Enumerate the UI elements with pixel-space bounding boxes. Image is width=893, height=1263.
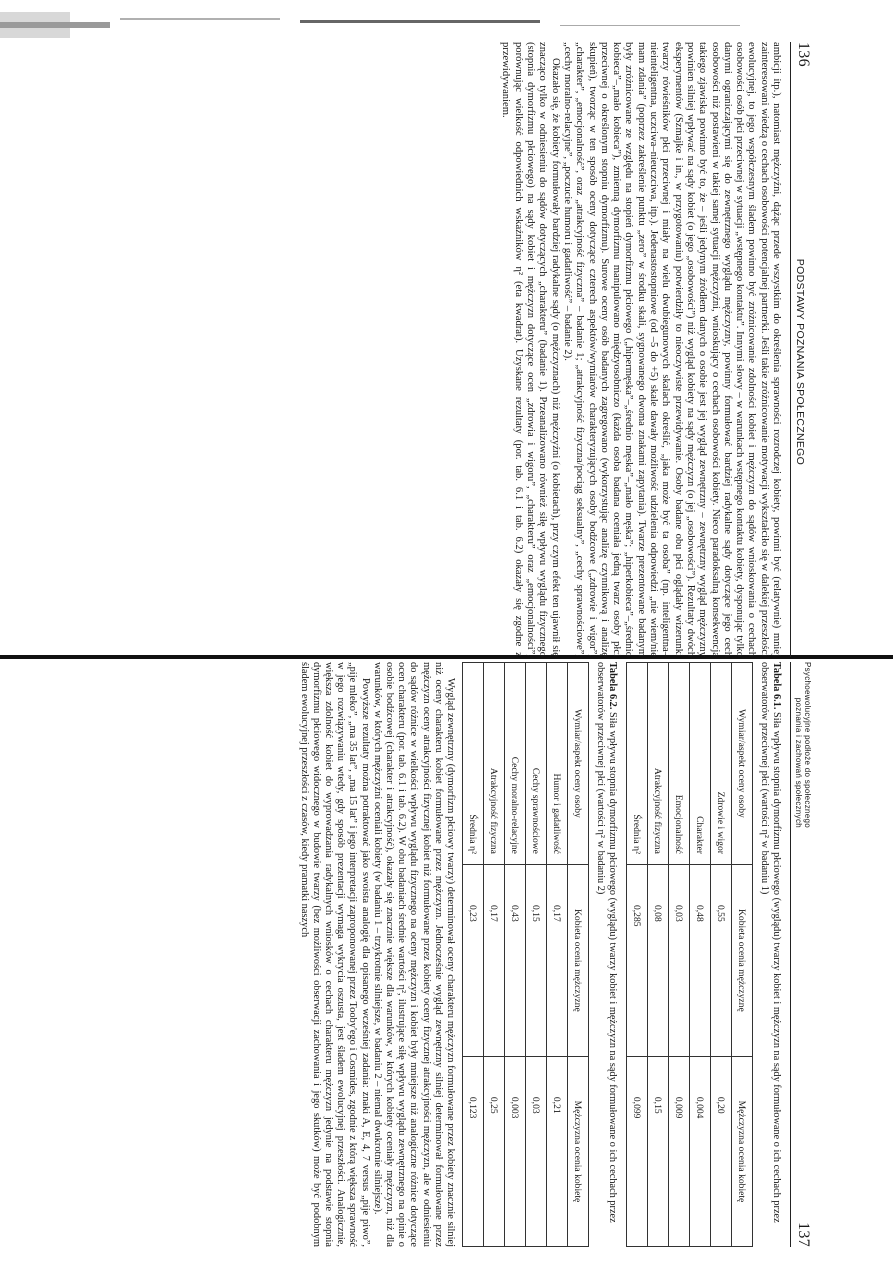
table-cell: Charakter — [690, 663, 711, 865]
table-cell: Humor i gadatliwość — [547, 663, 568, 865]
body-text — [499, 42, 782, 657]
page-number: 136 — [795, 42, 812, 67]
table-row — [669, 663, 690, 1247]
column-header: Mężczyzna ocenia kobietę — [732, 1056, 753, 1246]
table-header-row — [732, 663, 753, 1247]
table-caption-label: Tabela 6.1. — [771, 662, 782, 710]
table-cell: Średnia η² — [463, 663, 484, 865]
page-136 — [135, 42, 820, 657]
table-cell: 0,48 — [690, 864, 711, 1056]
table-caption-text: Siła wpływu stopnia dymorfizmu płciowego (wyglądu) twarzy kobiet i mężczyzn na sądy formułowane o ich cechach przez obserwatorów przeciwnej płci (wartości η² w badaniu 1) — [759, 662, 782, 1223]
table-6-1 — [626, 662, 753, 1247]
table-row — [484, 663, 505, 1247]
table-caption — [758, 662, 782, 1247]
table-caption-label: Tabela 6.2. — [607, 662, 618, 710]
table-cell: 0,43 — [505, 864, 526, 1056]
table-caption — [594, 662, 618, 1247]
table-cell: 0,15 — [648, 1056, 669, 1246]
table-cell: Atrakcyjność fizyczna — [484, 663, 505, 865]
table-cell: 0,03 — [669, 864, 690, 1056]
table-cell: 0,20 — [711, 1056, 732, 1246]
running-head-left — [790, 42, 820, 657]
table-header-row — [568, 663, 589, 1247]
running-head-right — [790, 662, 820, 1247]
table-cell: 0,17 — [547, 864, 568, 1056]
paragraph: Wygląd zewnętrzny (dymorfizm płciowy twarzy) determinował oceny charakteru mężczyzn formułowane przez kobiety znacznie silniej niż oceny charakteru kobiet formułowane przez mężczyzn. Jednocześnie wygląd zewnętrzny silniej determinował formułowane przez mężczyzn oceny atrakcyjności fizycznej kobiet niż formułowane przez kobiety oceny fizycznej atrakcyjności mężczyzn, ale w odniesieniu do sądów różnice w wielkości wpływu wyglądu fizycznego na oceny mężczyzn i kobiet były mniejsze niż analogiczne różnice dotyczące ocen charakteru (por. tab. 6.1 i tab. 6.2). W obu badaniach średnie wartości η², ilustrujące siłę wpływu wyglądu zewnętrznego na opinie o osobie bodźcowej (charakter i atrakcyjność), okazały się znacznie większe dla warunków, w których kobiety oceniały mężczyzn, niż dla warunków, w których mężczyźni oceniali kobiety (w badaniu 1 – trzykrotnie silniejsze, w badaniu 2 – niemal dwukrotnie silniejsze). — [371, 662, 456, 1247]
column-header: Wymiar/aspekt oceny osoby — [568, 663, 589, 865]
paragraph: ambicji itp.), natomiast mężczyźni, dążąc przede wszystkim do określenia sprawności rozrodczej kobiety, powinni być (relatywnie) mniej zainteresowani wiedzą o cechach osobowości potencjalnej partnerki. Jeśli takie zróżnicowanie motywacji wykształciło się w dalekiej przeszłości ewolucyjnej, to jego współczesnym śladem powinno być zróżnicowanie zdolności kobiet i mężczyzn do sądów wnioskowania o cechach osobowości osób płci przeciwnej w sytuacji „wstępnego kontaktu”. Innymi słowy – w warunkach wstępnego kontaktu kobiety, dysponując tylko danymi ograniczającymi się do zewnętrznego wyglądu mężczyzny, powinny formułować bardziej radykalne sądy dotyczące jego cech osobowości niż postawieni w takiej samej sytuacji mężczyźni, wnioskujący o cechach osobowości kobiety. Nieco paradoksalną konsekwencją takiego zjawiska powinno być to, że – jeśli jedynym źródłem danych o osobie jest jej wygląd zewnętrzny – zewnętrzny wygląd mężczyzny powinien silniej wpływać na sądy kobiet (o jego „osobowości”) niż wygląd kobiety na sądy mężczyzn (o jej „osobowości”). Rezultaty dwóch eksperymentów (Szmajke i in., w przygotowaniu) potwierdziły to nieoczywiste przewidywanie. Osoby badane obu płci oglądały wizerunki twarzy rówieśników płci przeciwnej i miały na wielu dwubiegunowych skalach określić, „jaka może być ta osoba” (np. inteligentna–nieinteligentna, uczciwa–nieuczciwa, itp.). Jedenastostopniowe (od –5 do +5) skale dawały możliwość udzielenia odpowiedzi „nie wiem/nie mam zdania” (poprzez zakreślenie punktu „zero” w środku skali, sygnowanego dwoma znakami zapytania). Twarze prezentowane badanym były zróżnicowane ze względu na stopień dymorfizmu płciowego („hipermęska”–„średnio męska”–„mało męska”; „hiperkobieca”–„średnio kobieca”–„mało kobieca”), zmienną dymorfizmu manipulowano międzyosobniczo (każda osoba badana oceniała jedną twarz osoby płci przeciwnej o określonym stopniu dymorfizmu). Surowe oceny osób badanych zagregowano (wykorzystując analizę czynnikową i analizę skupień), tworząc w ten sposób oceny dotyczące czterech aspektów/wymiarów charakteryzujących osoby bodźcowe („zdrowie i wigor”, „charakter”, „emocjonalność”, oraz „atrakcyjność fizyczna” – badanie 1; „atrakcyjność fizyczna/pociąg seksualny”, „cechy sprawnościowe”, „cechy moralno-relacyjne”, „poczucie humoru i gadatliwość” – badanie 2). — [561, 42, 782, 657]
running-title — [794, 662, 812, 828]
table-cell: 0,099 — [627, 1056, 648, 1246]
table-row — [526, 663, 547, 1247]
table-row — [547, 663, 568, 1247]
table-cell: Cechy sprawnościowe — [526, 663, 547, 865]
table-cell: 0,003 — [505, 1056, 526, 1246]
table-cell: Atrakcyjność fizyczna — [648, 663, 669, 865]
table-row — [463, 663, 484, 1247]
table-cell: 0,55 — [711, 864, 732, 1056]
running-title-line: Psychoewolucyjne podłoże do społecznego — [803, 662, 812, 829]
table-cell: 0,15 — [526, 864, 547, 1056]
table-cell: 0,23 — [463, 864, 484, 1056]
table-row — [711, 663, 732, 1247]
column-header: Wymiar/aspekt oceny osoby — [732, 663, 753, 865]
table-cell: 0,285 — [627, 864, 648, 1056]
paragraph: Powyższe rezultaty można potraktować jako swoista analogię dla opisanego wcześniej zadania: znaki A, E, 4, 7 versus „pije piwo”, „pije mleko”, „ma 35 lat”, „ma 15 lat” i jego interpretacji zaproponowanej przez Tooby'ego i Cosmides, zgodnie z którą większa sprawność w jego rozwiązywaniu wtedy, gdy sposób prezentacji wymaga wykrycia oszusta, jest śladem ewolucyjnej przeszłości. Analogicznie, większa zdolność kobiet do wyprowadzania radykalnych wniosków o cechach charakteru mężczyzn jedynie na podstawie stopnia dymorfizmu płciowego widocznego w budowie twarzy (bez możliwości obserwacji zachowania i jego skutków) może być podobnym śladem ewolucyjnej przeszłości z czasów, kiedy pramatki naszych — [298, 662, 371, 1247]
table-row — [648, 663, 669, 1247]
column-header: Kobieta ocenia mężczyznę — [732, 864, 753, 1056]
table-cell: Emocjonalność — [669, 663, 690, 865]
table-cell: 0,08 — [648, 864, 669, 1056]
running-title: PODSTAWY POZNANIA SPOŁECZNEGO — [794, 258, 806, 466]
table-cell: 0,004 — [690, 1056, 711, 1246]
table-row — [627, 663, 648, 1247]
page-137 — [135, 662, 820, 1247]
body-text — [297, 662, 456, 1247]
table-cell: Cechy moralno-relacyjne — [505, 663, 526, 865]
table-cell: Zdrowie i wigor — [711, 663, 732, 865]
column-header: Kobieta ocenia mężczyznę — [568, 864, 589, 1056]
table-cell: 0,21 — [547, 1056, 568, 1246]
table-cell: 0,17 — [484, 864, 505, 1056]
table-6-2 — [462, 662, 589, 1247]
paragraph: Okazało się, że kobiety formułowały bardziej radykalne sądy (o mężczyznach) niż mężczyźni (o kobietach), przy czym efekt ten ujawnił się znacząco tylko w odniesieniu do sądów dotyczących „charakteru” (badanie 1). Przeanalizowano również siłę wpływu wyglądu fizycznego (stopnia dymorfizmu płciowego) na sądy kobiet i mężczyzn dotyczące ocen „zdrowia i wigoru”, „charakteru” oraz „emocjonalności”, porównując wielkość odpowiednich wskaźników η² (eta kwadrat). Uzyskane rezultaty (por. tab. 6.1 i tab. 6.2) okazały się zgodne z przewidywaniem. — [500, 42, 561, 657]
table-cell: 0,25 — [484, 1056, 505, 1246]
table-cell: 0,123 — [463, 1056, 484, 1246]
table-row — [690, 663, 711, 1247]
table-row — [505, 663, 526, 1247]
table-cell: 0,009 — [669, 1056, 690, 1246]
column-header: Mężczyzna ocenia kobietę — [568, 1056, 589, 1246]
page-number: 137 — [795, 1222, 812, 1247]
table-cell: 0,03 — [526, 1056, 547, 1246]
table-cell: Średnia η² — [627, 663, 648, 865]
table-caption-text: Siła wpływu stopnia dymorfizmu płciowego (wyglądu) twarzy kobiet i mężczyzn na sądy formułowane o ich cechach przez obserwatorów przeciwnej płci (wartości η² w badaniu 2) — [595, 662, 618, 1223]
running-title-line: poznania i zachowań społecznych — [794, 697, 803, 829]
